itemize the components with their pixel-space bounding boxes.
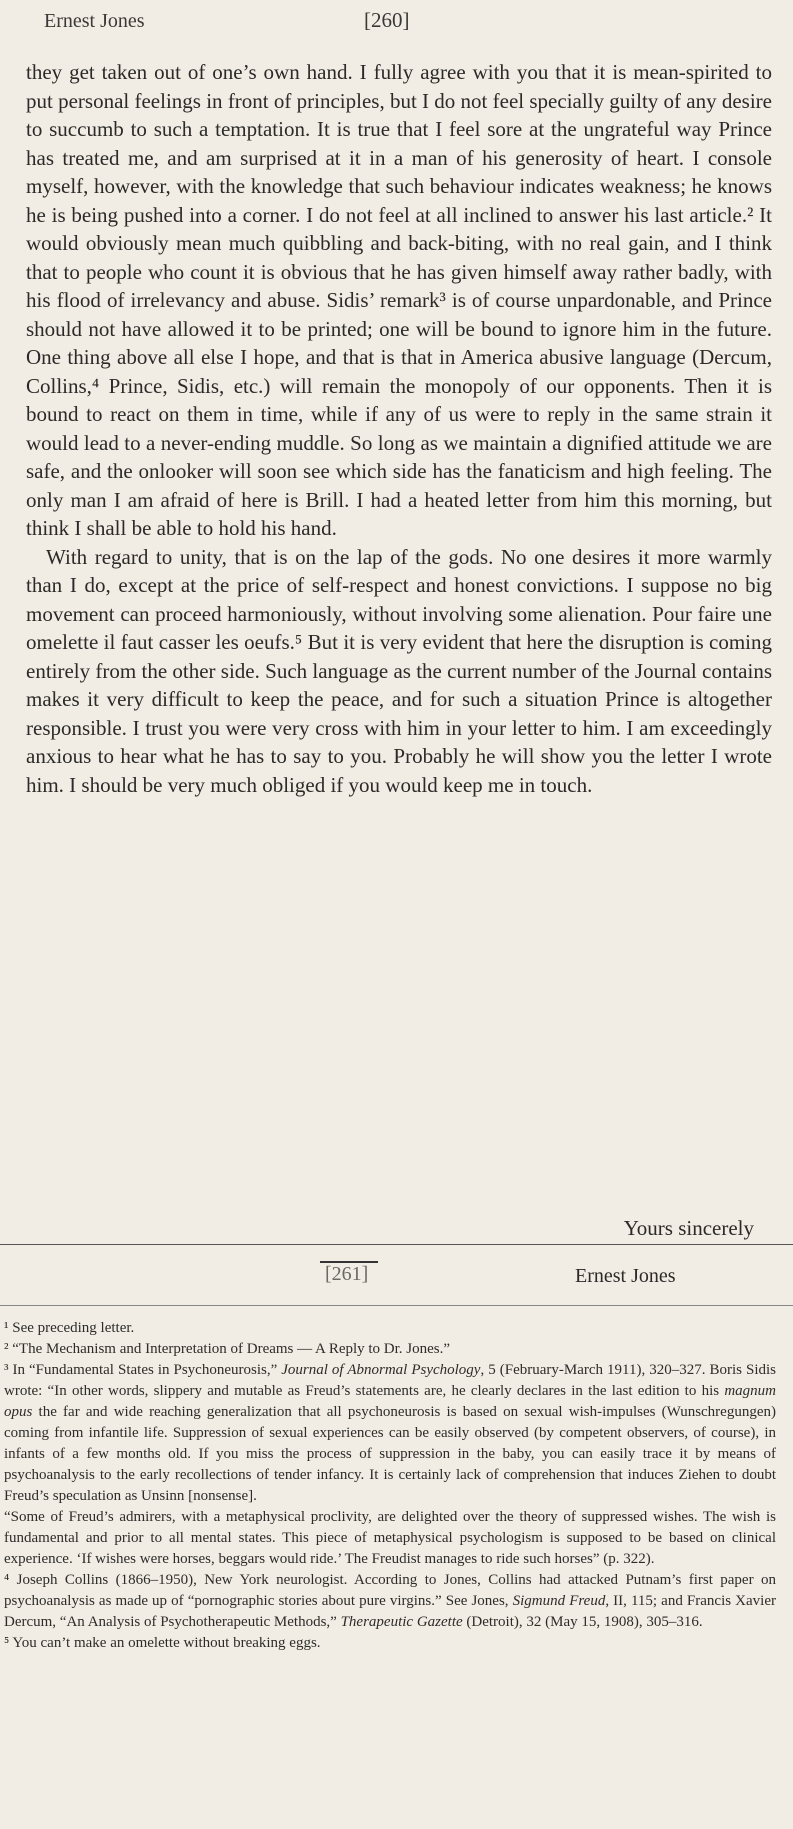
- footnote-4-book: Sigmund Freud: [512, 1593, 606, 1609]
- footnote-3-text-b: , 5 (February-March 1911), 320–327. Boris Sidis wrote: “In other words, slippery and mutable as Freud’s statements are, he clearly declares in the last edition to his: [4, 1362, 776, 1399]
- divider: [0, 1244, 793, 1245]
- footnote-4: [4, 1570, 776, 1633]
- footnote-5: ⁵ You can’t make an omelette without breaking eggs.: [4, 1635, 321, 1651]
- letter-body: [26, 58, 772, 799]
- footnote-3-continued: “Some of Freud’s admirers, with a metaphysical proclivity, are delighted over the theory of suppressed wishes. The wish is fundamental and prior to all mental states. This piece of metaphysical psychologism is supposed to be based on clinical experience. ‘If wishes were horses, beggars would ride.’ The Freudist manages to ride such horses” (p. 322).: [4, 1509, 776, 1567]
- footnote-4-journal: Therapeutic Gazette: [340, 1614, 463, 1630]
- footnote-2: ² “The Mechanism and Interpretation of Dreams — A Reply to Dr. Jones.”: [4, 1341, 451, 1357]
- footnote-3-journal: Journal of Abnormal Psychology: [281, 1362, 481, 1378]
- paragraph-1: they get taken out of one’s own hand. I fully agree with you that it is mean-spirited to put personal feelings in front of principles, but I do not feel specially guilty of any desire to succumb to such a temptation. It is true that I feel sore at the ungrateful way Prince has treated me, and am surprised at it in a man of his generosity of heart. I console myself, however, with the knowledge that such behaviour indicates weakness; he knows he is being pushed into a corner. I do not feel at all inclined to answer his last article.² It would obviously mean much quibbling and back-biting, with no real gain, and I think that to people who count it is obvious that he has given himself away rather badly, with his flood of irrelevancy and abuse. Sidis’ remark³ is of course unpardonable, and Prince should not have allowed it to be printed; one will be bound to ignore him in the future. One thing above all else I hope, and that is that in America abusive language (Dercum, Collins,⁴ Prince, Sidis, etc.) will remain the monopoly of our opponents. Then it is bound to react on them in time, while if any of us were to reply in the same strain it would lead to a never-ending muddle. So long as we maintain a dignified attitude we are safe, and the onlooker will soon see which side has the fanaticism and high feeling. The only man I am afraid of here is Brill. I had a heated letter from him this morning, but think I shall be able to hold his hand.: [26, 60, 772, 540]
- paragraph-2: With regard to unity, that is on the lap of the gods. No one desires it more warmly than I do, except at the price of self-respect and honest convictions. I suppose no big movement can proceed harmoniously, without involving some alienation. Pour faire une omelette il faut casser les oeufs.⁵ But it is very evident that here the disruption is coming entirely from the other side. Such language as the current number of the Journal contains makes it very difficult to keep the peace, and for such a situation Prince is altogether responsible. I trust you were very cross with him in your letter to him. I am exceedingly anxious to hear what he has to say to you. Probably he will show you the letter I wrote him. I should be very much obliged if you would keep me in touch.: [26, 544, 772, 797]
- page-number: [260]: [364, 8, 410, 32]
- footnote-4-text-b: , II, 115; and Francis Xavier Dercum, “An Analysis of Psychotherapeutic Methods,”: [4, 1593, 776, 1630]
- footnote-4-text-c: (Detroit), 32 (May 15, 1908), 305–316.: [462, 1614, 703, 1630]
- page-number-2: [261]: [325, 1263, 369, 1285]
- valediction: Yours sincerely: [623, 1216, 754, 1240]
- footnote-4-text-a: ⁴ Joseph Collins (1866–1950), New York neurologist. According to Jones, Collins had attacked Putnam’s first paper on psychoanalysis as made up of “pornographic stories about pure virgins.” See Jones,: [4, 1572, 776, 1609]
- footnote-divider: [0, 1305, 793, 1306]
- footnote-3: [4, 1360, 776, 1507]
- signature-line: [0, 1263, 793, 1293]
- running-head-author: Ernest Jones: [44, 10, 145, 32]
- signature: Ernest Jones: [575, 1265, 676, 1287]
- footnotes: [4, 1318, 776, 1654]
- footnote-3-text-c: the far and wide reaching generalization that all psychoneurosis is based on sexual wish-impulses (Wunschregungen) coming from infantile life. Suppression of sexual experiences can be easily observed (by competent observers, of course), in infants of a few months old. If you miss the process of suppression in the baby, you can easily trace it by means of psychoanalysis to the early recollections of tender infancy. It is certainly lack of comprehension that induces Ziehen to doubt Freud’s speculation as Unsinn [nonsense].: [4, 1404, 776, 1504]
- footnote-3-opus: magnum opus: [4, 1383, 776, 1420]
- footnote-1: ¹ See preceding letter.: [4, 1320, 135, 1336]
- footnote-3-text-a: ³ In “Fundamental States in Psychoneurosis,”: [4, 1362, 282, 1378]
- page-header: [44, 6, 753, 38]
